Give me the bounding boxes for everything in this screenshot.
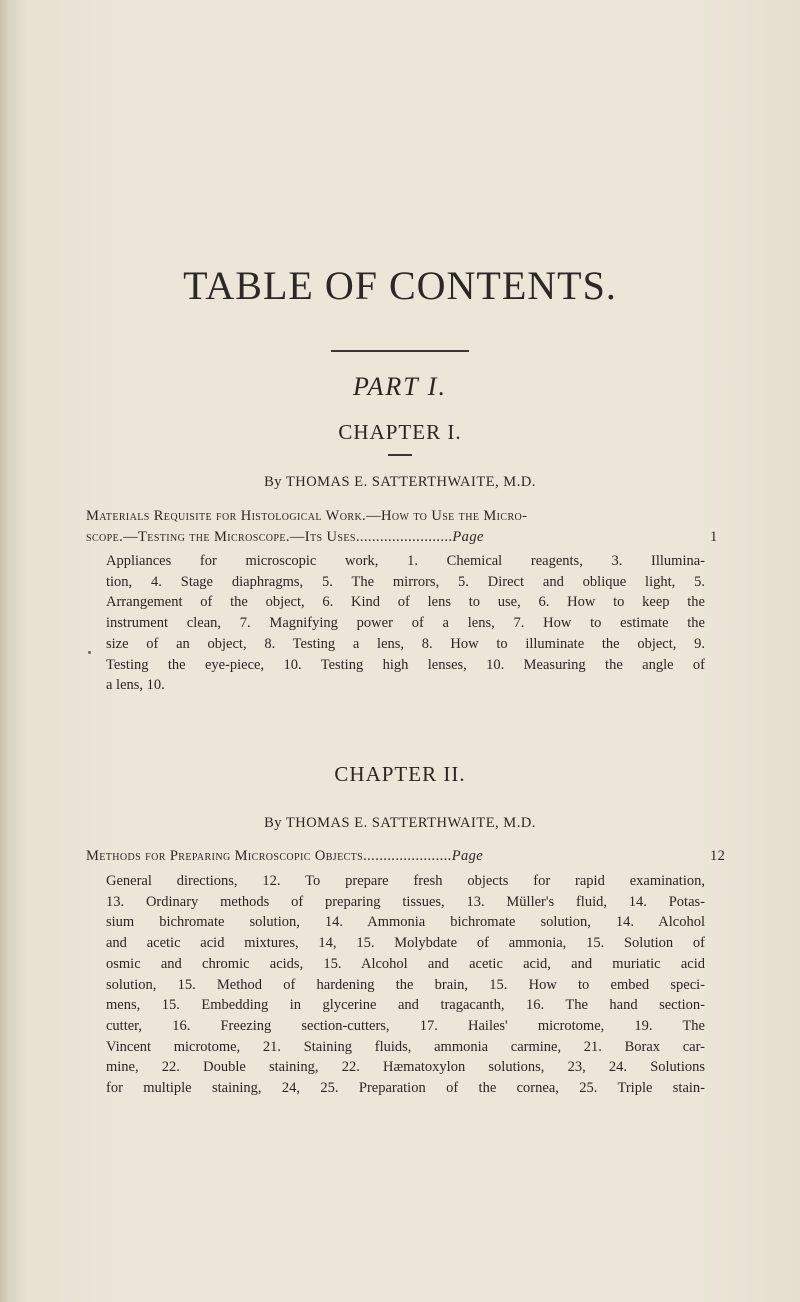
chapter-2-summary-line: mens, 15. Embedding in glycerine and tragacanth, 16. The hand section- bbox=[106, 997, 705, 1014]
chapter-2-summary-line: mine, 22. Double staining, 22. Hæmatoxylon solutions, 23, 24. Solutions bbox=[106, 1059, 705, 1076]
title-divider bbox=[331, 350, 469, 352]
chapter-1-title: CHAPTER I. bbox=[338, 420, 462, 444]
chapter-1-heading-line-2 bbox=[86, 529, 718, 546]
chapter-1-summary-line: Testing the eye-piece, 10. Testing high lenses, 10. Measuring the angle of bbox=[106, 656, 705, 673]
chapter-2-summary-line: sium bichromate solution, 14. Ammonia bichromate solution, 14. Alcohol bbox=[106, 914, 705, 931]
chapter-1-summary-line: tion, 4. Stage diaphragms, 5. The mirrors, 5. Direct and oblique light, 5. bbox=[106, 573, 705, 590]
chapter-2-summary-line: for multiple staining, 24, 25. Preparation of the cornea, 25. Triple stain- bbox=[106, 1080, 705, 1097]
chapter-2-heading-line-1 bbox=[86, 848, 726, 865]
page-spine-shadow bbox=[0, 0, 10, 1302]
chapter-2-summary bbox=[106, 871, 705, 1099]
chapter-1-divider bbox=[388, 454, 412, 456]
chapter-1-summary-line: instrument clean, 7. Magnifying power of a lens, 7. How to estimate the bbox=[106, 615, 705, 632]
chapter-1-summary-line: a lens, 10. bbox=[106, 677, 165, 694]
chapter-2-summary-line: osmic and chromic acids, 15. Alcohol and acetic acid, and muriatic acid bbox=[106, 955, 705, 972]
chapter-1-summary-line: size of an object, 8. Testing a lens, 8. How to illuminate the object, 9. bbox=[106, 635, 705, 652]
chapter-2-heading-text: Methods for Preparing Microscopic Objects bbox=[86, 848, 364, 864]
chapter-2-summary-line: General directions, 12. To prepare fresh objects for rapid examination, bbox=[106, 873, 705, 889]
chapter-2-page-label: Page bbox=[451, 848, 484, 864]
chapter-2-summary-line: Vincent microtome, 21. Staining fluids, ammonia carmine, 21. Borax car- bbox=[106, 1038, 705, 1055]
chapter-1-heading-line-1: Materials Requisite for Histological Work.—How to Use the Micro- bbox=[86, 508, 528, 524]
chapter-1-summary-line: Arrangement of the object, 6. Kind of lens to use, 6. How to keep the bbox=[106, 594, 705, 611]
chapter-2-summary-line: solution, 15. Method of hardening the brain, 15. How to embed speci- bbox=[106, 976, 705, 993]
chapter-1-author: By THOMAS E. SATTERTHWAITE, M.D. bbox=[264, 474, 536, 490]
chapter-2-summary-line: 13. Ordinary methods of preparing tissues, 13. Müller's fluid, 14. Potas- bbox=[106, 893, 705, 910]
chapter-1-page-label: Page bbox=[452, 529, 484, 545]
chapter-2-author: By THOMAS E. SATTERTHWAITE, M.D. bbox=[264, 815, 536, 831]
chapter-2-page-number: 12 bbox=[710, 848, 726, 864]
chapter-2-leader-dots: ...................... bbox=[363, 848, 452, 864]
chapter-1-summary-line: Appliances for microscopic work, 1. Chemical reagents, 3. Illumina- bbox=[106, 553, 705, 569]
chapter-2-summary-line: cutter, 16. Freezing section-cutters, 17. Hailes' microtome, 19. The bbox=[106, 1017, 705, 1034]
chapter-1-page-number: 1 bbox=[710, 529, 718, 545]
chapter-2-summary-line: and acetic acid mixtures, 14, 15. Molybdate of ammonia, 15. Solution of bbox=[106, 935, 705, 952]
chapter-1-summary bbox=[106, 551, 705, 696]
part-label: PART I. bbox=[353, 372, 447, 401]
chapter-2-title: CHAPTER II. bbox=[334, 762, 466, 786]
chapter-1-leader-dots: ........................ bbox=[355, 529, 453, 545]
page-title: TABLE OF CONTENTS. bbox=[183, 263, 617, 308]
chapter-1-heading-text: scope.—Testing the Microscope.—Its Uses bbox=[86, 529, 356, 545]
margin-mark bbox=[88, 651, 91, 654]
